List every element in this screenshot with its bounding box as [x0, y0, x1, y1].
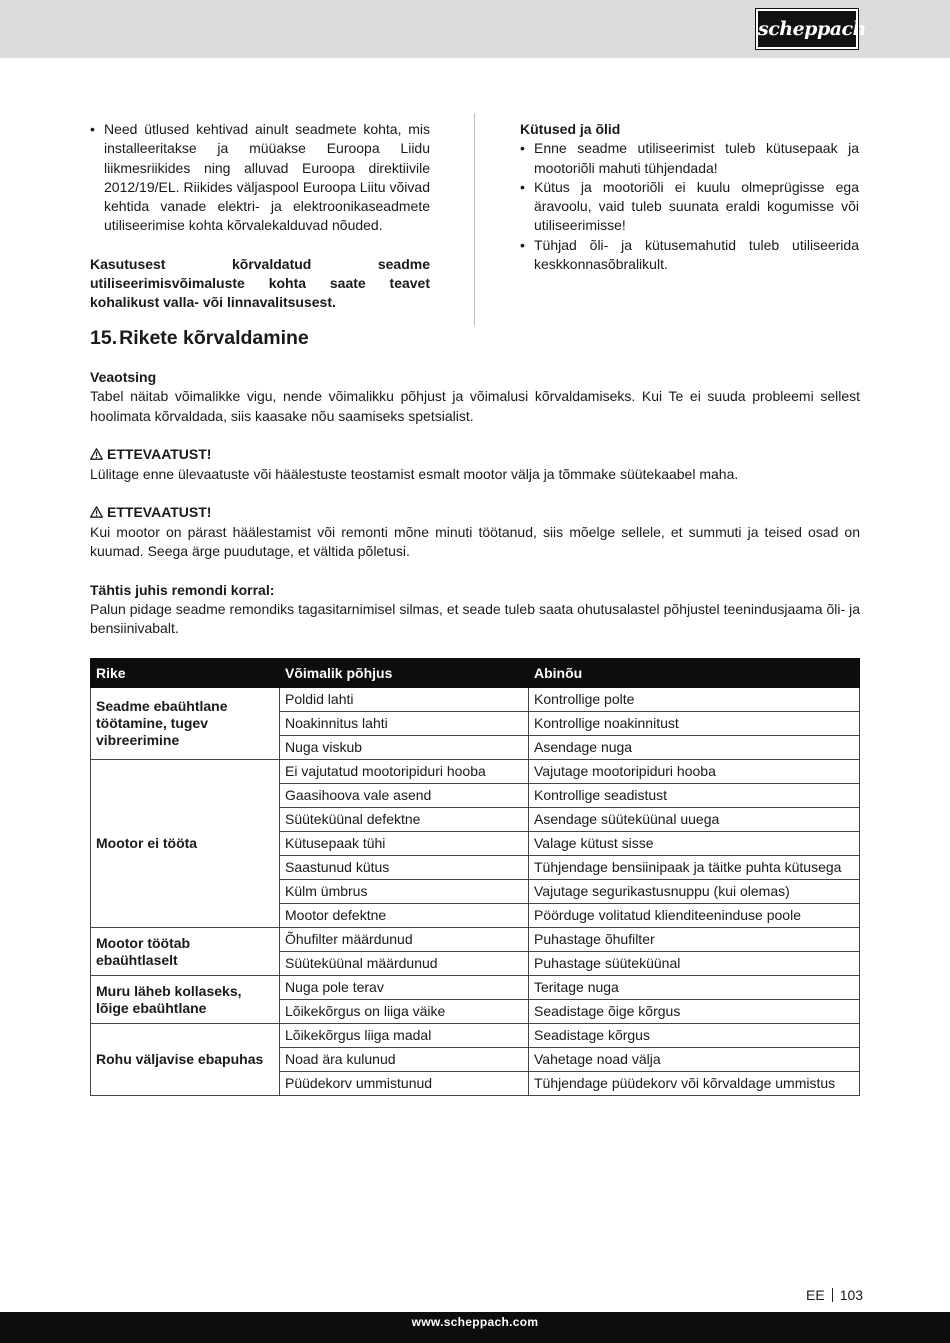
header-bar: [0, 0, 950, 58]
cause-cell: Mootor defektne: [280, 904, 529, 928]
remedy-cell: Seadistage kõrgus: [529, 1024, 860, 1048]
table-row: [91, 688, 860, 712]
section-title-text: Rikete kõrvaldamine: [119, 327, 309, 349]
bullet-item: • Tühjad õli- ja kütusemahutid tuleb utiliseerida keskkonnasõbralikult.: [520, 236, 859, 275]
column-header-fault: Rike: [91, 659, 280, 688]
disposal-note: Kasutusest kõrvaldatud seadme utiliseerimisvõimaluste kohta saate teavet kohalikust valla- või linnavalitsusest.: [90, 255, 430, 311]
remedy-cell: Puhastage süüteküünal: [529, 952, 860, 976]
table-header-row: [91, 659, 860, 688]
remedy-cell: Vajutage mootoripiduri hooba: [529, 760, 860, 784]
remedy-cell: Valage kütust sisse: [529, 832, 860, 856]
remedy-cell: Asendage süüteküünal uuega: [529, 808, 860, 832]
remedy-cell: Tühjendage bensiinipaak ja täitke puhta kütusega: [529, 856, 860, 880]
warning-1-text: Lülitage enne ülevaatuste või häälestuste teostamist esmalt mootor välja ja tõmmake süütekaabel maha.: [90, 465, 739, 482]
main-content: [90, 368, 860, 639]
remedy-cell: Kontrollige seadistust: [529, 784, 860, 808]
remedy-cell: Vajutage segurikastusnuppu (kui olemas): [529, 880, 860, 904]
cause-cell: Süüteküünal määrdunud: [280, 952, 529, 976]
warning-2-label: ETTEVAATUST!: [107, 504, 212, 521]
warning-1-label: ETTEVAATUST!: [107, 446, 212, 463]
page-separator: [832, 1288, 833, 1302]
right-column: [520, 120, 859, 274]
remedy-cell: Teritage nuga: [529, 976, 860, 1000]
left-column: [90, 120, 430, 313]
remedy-cell: Vahetage noad välja: [529, 1048, 860, 1072]
remedy-cell: Asendage nuga: [529, 736, 860, 760]
fault-cell: Muru läheb kollaseks, lõige ebaühtlane: [91, 976, 280, 1024]
cause-cell: Lõikekõrgus liiga madal: [280, 1024, 529, 1048]
cause-cell: Õhufilter määrdunud: [280, 928, 529, 952]
cause-cell: Ei vajutatud mootoripiduri hooba: [280, 760, 529, 784]
repair-text: Palun pidage seadme remondiks tagasitarnimisel silmas, et seade tuleb saata ohutusalastel põhjustel teenindusjaama õli- ja bensiinivabalt.: [90, 601, 860, 637]
section-number: 15.: [90, 327, 118, 349]
fault-cell: Mootor ei tööta: [91, 760, 280, 928]
column-header-remedy: Abinõu: [529, 659, 860, 688]
fault-heading: Veaotsing: [90, 369, 157, 385]
fuels-heading: Kütused ja õlid: [520, 121, 621, 137]
fault-cell: Mootor töötab ebaühtlaselt: [91, 928, 280, 976]
cause-cell: Saastunud kütus: [280, 856, 529, 880]
language-code: EE: [806, 1287, 825, 1303]
remedy-cell: Seadistage õige kõrgus: [529, 1000, 860, 1024]
table-body: [91, 688, 860, 1096]
fault-intro: Tabel näitab võimalikke vigu, nende võimalikku põhjust ja võimalusi kõrvaldamiseks. Kui Te ei suuda probleemi sellest hoolimata kõrvaldada, siis kaasake nõu saamiseks spetsialist.: [90, 388, 860, 424]
fault-cell: Rohu väljavise ebapuhas: [91, 1024, 280, 1096]
section-title: [90, 326, 309, 350]
page-number-value: 103: [839, 1287, 864, 1303]
cause-cell: Nuga viskub: [280, 736, 529, 760]
column-header-cause: Võimalik põhjus: [280, 659, 529, 688]
fault-cell: Seadme ebaühtlane töötamine, tugev vibreerimine: [91, 688, 280, 760]
cause-cell: Noakinnitus lahti: [280, 712, 529, 736]
footer-bar: [0, 1312, 950, 1343]
right-bullet-list: [520, 139, 859, 274]
remedy-cell: Kontrollige polte: [529, 688, 860, 712]
cause-cell: Kütusepaak tühi: [280, 832, 529, 856]
page-number: [806, 1286, 863, 1305]
repair-heading: Tähtis juhis remondi korral:: [90, 581, 275, 598]
remedy-cell: Tühjendage püüdekorv või kõrvaldage ummistus: [529, 1072, 860, 1096]
warning-icon: [90, 448, 103, 460]
cause-cell: Püüdekorv ummistunud: [280, 1072, 529, 1096]
warning-1: [90, 445, 860, 464]
bullet-item: • Enne seadme utiliseerimist tuleb kütusepaak ja mootoriõli mahuti tühjendada!: [520, 139, 859, 178]
website-link[interactable]: www.scheppach.com: [411, 1315, 539, 1329]
table-row: [91, 928, 860, 952]
cause-cell: Gaasihoova vale asend: [280, 784, 529, 808]
left-bullet-list: [90, 120, 430, 236]
cause-cell: Külm ümbrus: [280, 880, 529, 904]
cause-cell: Nuga pole terav: [280, 976, 529, 1000]
cause-cell: Lõikekõrgus on liiga väike: [280, 1000, 529, 1024]
troubleshooting-table: [90, 658, 860, 1096]
remedy-cell: Kontrollige noakinnitust: [529, 712, 860, 736]
warning-2: [90, 503, 860, 522]
bullet-item: • Need ütlused kehtivad ainult seadmete kohta, mis installeeritakse ja müüakse Euroopa Liidu liikmesriikides ning alluvad Euroopa direktiivile 2012/19/EL. Riikides väljaspool Euroopa Liitu võivad kehtida vanade elektri- ja elektroonikaseadmete utiliseerimise kohta kõrvalekalduvad nõuded.: [90, 120, 430, 236]
warning-icon: [90, 506, 103, 518]
table-row: [91, 976, 860, 1000]
table-row: [91, 760, 860, 784]
column-divider: [474, 113, 475, 326]
cause-cell: Süüteküünal defektne: [280, 808, 529, 832]
warning-2-text: Kui mootor on pärast häälestamist või remonti mõne minuti töötanud, siis mõelge sellele, et summuti ja teised osad on kuumad. Seega ärge puudutage, et vältida põletusi.: [90, 523, 860, 560]
table-row: [91, 1024, 860, 1048]
cause-cell: Poldid lahti: [280, 688, 529, 712]
cause-cell: Noad ära kulunud: [280, 1048, 529, 1072]
bullet-item: • Kütus ja mootoriõli ei kuulu olmeprügisse ega äravoolu, vaid tuleb suunata eraldi kogumisse või utiliseerimisse!: [520, 178, 859, 236]
remedy-cell: Pöörduge volitatud klienditeeninduse poole: [529, 904, 860, 928]
brand-logo: scheppach: [756, 9, 858, 49]
remedy-cell: Puhastage õhufilter: [529, 928, 860, 952]
